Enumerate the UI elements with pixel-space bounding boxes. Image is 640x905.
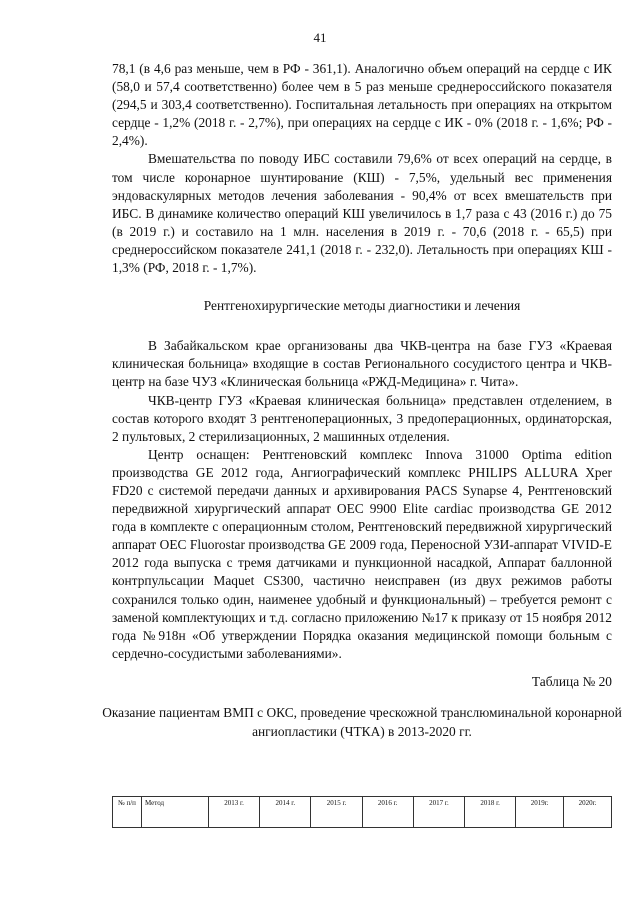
header-year: 2020г. — [564, 797, 612, 828]
page-content — [102, 60, 622, 741]
header-method: Метод — [142, 797, 209, 828]
table-label: Таблица № 20 — [531, 673, 612, 689]
header-year: 2018 г. — [465, 797, 516, 828]
header-year: 2016 г. — [362, 797, 413, 828]
data-table — [112, 796, 612, 828]
table-header-row — [113, 797, 612, 828]
paragraph: Центр оснащен: Рентгеновский комплекс Innova 31000 Optima edition производства GE 2012 года, Ангиографический комплекс PHILIPS ALLURA Xper FD20 с системой передачи данных и архивирования PACS Synapse 4, Рентгеновский передвижной хирургический аппарат OEC 9900 Elite cardiac производства GE 2012 года в комплекте с операционным столом, Рентгеновский передвижной хирургический аппарат OEC Fluorostar производства GE 2009 года, Переносной УЗИ-аппарат VIVID-E 2012 года выпуска с тремя датчиками и пункционной насадкой, Аппарат баллонной контрпульсации Maquet CS300, частично неисправен (из двух режимов работы сохранился только один, наименее удобный и функциональный) – требуется ремонт с заменой комплектующих и т.д. согласно приложению №17 к приказу от 15 ноября 2012 года №918н «Об утверждении Порядка оказания медицинской помощи больным с сердечно-сосудистыми заболеваниями». — [112, 446, 612, 661]
page-number: 41 — [313, 30, 327, 45]
header-year: 2015 г. — [311, 797, 362, 828]
paragraph: В Забайкальском крае организованы два ЧКВ-центра на базе ГУЗ «Краевая клиническая больница» входящие в состав Регионального сосудистого центра и ЧКВ-центр на базе ЧУЗ «Клиническая больница «РЖД-Медицина» г. Чита». — [112, 338, 612, 390]
header-year: 2017 г. — [413, 797, 464, 828]
header-year: 2019г. — [516, 797, 564, 828]
header-year: 2013 г. — [209, 797, 260, 828]
paragraph: Вмешательства по поводу ИБС составили 79,6% от всех операций на сердце, в том числе коронарное шунтирование (КШ) - 7,5%, удельный вес применения эндоваскулярных методов лечения заболевания - 90,4% от всех вмешательств при ИБС. В динамике количество операций КШ увеличилось в 1,7 раза с 43 (2016 г.) до 75 (в 2019 г.) и составило на 1 млн. населения в 2019 г. - 70,6 (2018 г. - 65,5) при среднероссийском показателе 241,1 (2018 г. - 232,0). Летальность при операциях КШ - 1,3% (РФ, 2018 г. - 1,7%). — [112, 151, 612, 276]
header-year: 2014 г. — [260, 797, 311, 828]
paragraph: ЧКВ-центр ГУЗ «Краевая клиническая больница» представлен отделением, в состав которого входят 3 рентгеноперационных, 3 предоперационных, ординаторская, 2 пультовых, 2 стерилизационных, 2 машинных отделения. — [112, 392, 612, 444]
section-heading: Рентгенохирургические методы диагностики и лечения — [203, 298, 521, 314]
header-num: № п/п — [113, 797, 142, 828]
paragraph: 78,1 (в 4,6 раз меньше, чем в РФ - 361,1). Аналогично объем операций на сердце с ИК (58,0 и 57,4 соответственно) более чем в 5 раз меньше среднероссийского показателя (294,5 и 303,4 соответственно). Госпитальная летальность при операциях на открытом сердце - 1,2% (2018 г. - 2,7%), при операциях на сердце с ИК - 0% (2018 г. - 1,6%; РФ - 2,4%). — [112, 61, 612, 149]
table-caption: Оказание пациентам ВМП с ОКС, проведение чрескожной транслюминальной коронарной ангиопластики (ЧТКА) в 2013-2020 гг. — [102, 705, 622, 739]
